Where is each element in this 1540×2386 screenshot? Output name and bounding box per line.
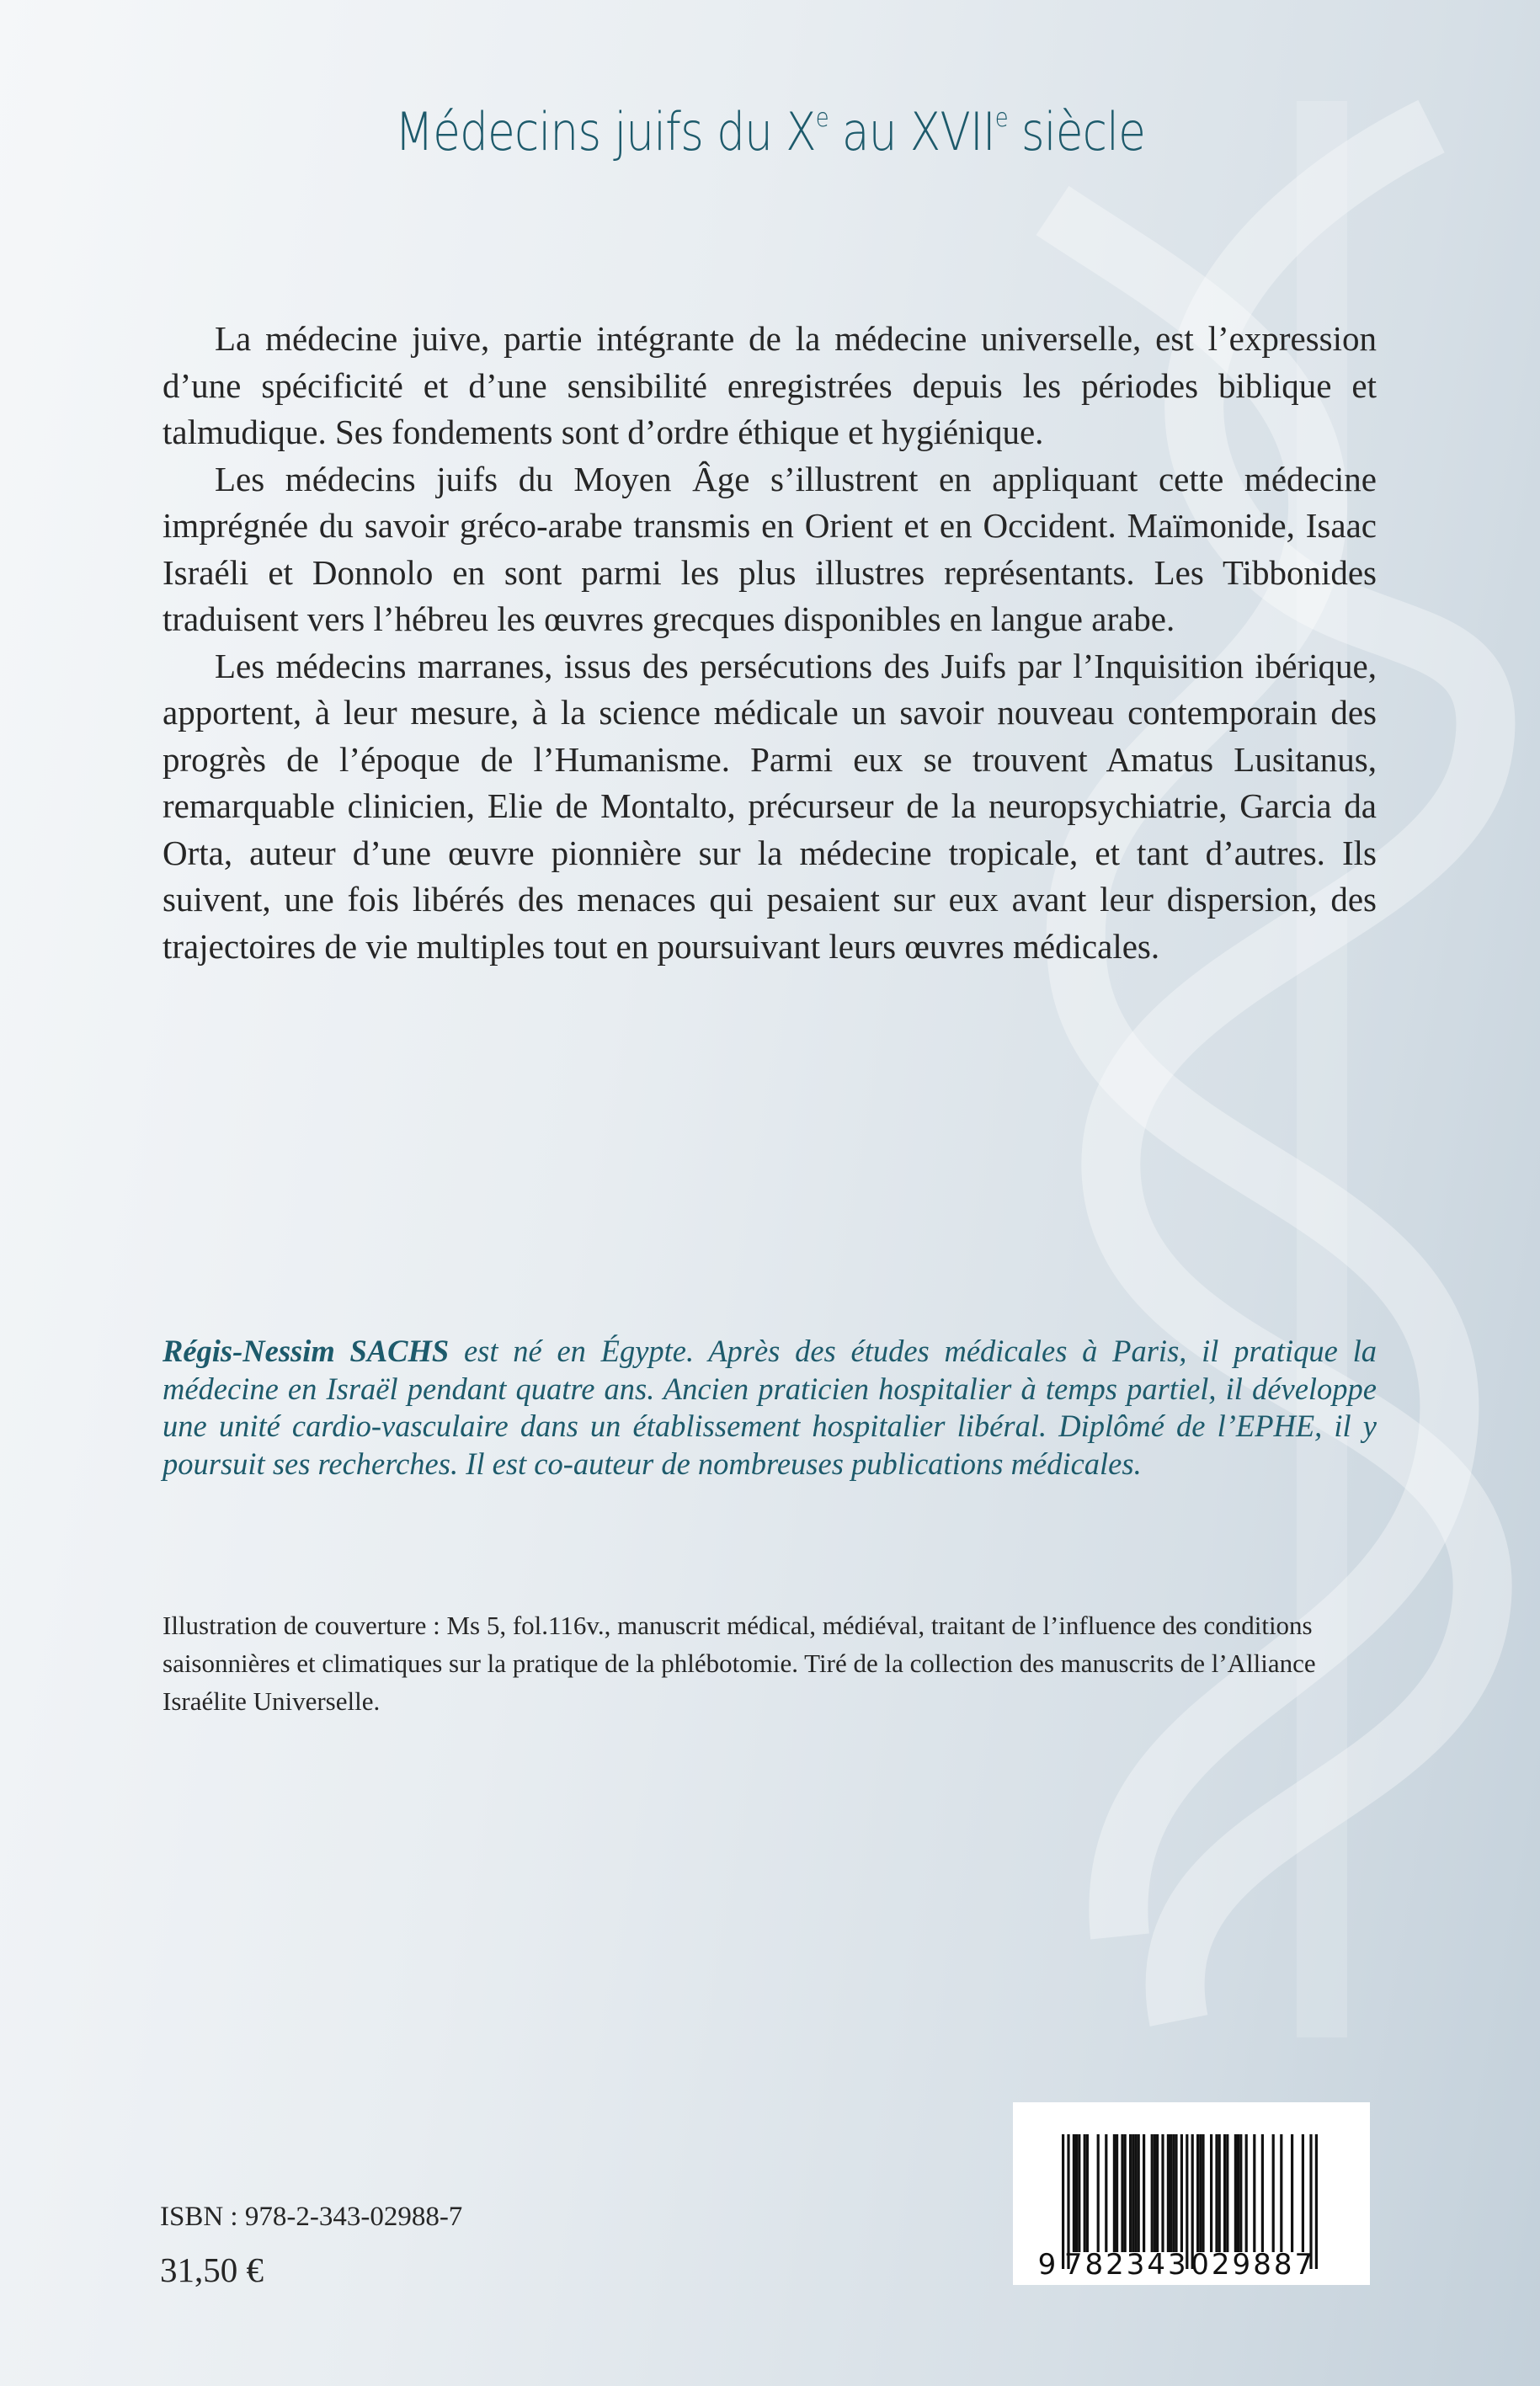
barcode-bar — [1291, 2134, 1293, 2252]
barcode-bar — [1154, 2134, 1156, 2252]
barcode-bar — [1223, 2134, 1226, 2252]
barcode-bar — [1143, 2134, 1145, 2252]
barcode-bar — [1156, 2134, 1159, 2252]
barcode-bar — [1315, 2134, 1318, 2269]
barcode-bar — [1196, 2134, 1199, 2252]
barcode-bar — [1199, 2134, 1202, 2252]
barcode-bar — [1129, 2134, 1132, 2252]
barcode-digits-left: 782343 — [1063, 2248, 1189, 2282]
barcode-bar — [1084, 2134, 1086, 2252]
blurb-paragraph: La médecine juive, partie intégrante de la médecine universelle, est l’expression d’une spécificité et d’une sensibilité enregistrées depuis les périodes biblique et talmudique. Ses fondements sont d’ordre éthique et hygiénique. — [163, 319, 1377, 451]
isbn: ISBN : 978-2-343-02988-7 — [160, 2202, 463, 2232]
barcode-bar — [1151, 2134, 1154, 2252]
barcode-bar — [1302, 2134, 1304, 2252]
barcode-bar — [1226, 2134, 1228, 2252]
barcode-bar — [1261, 2134, 1264, 2252]
barcode-bar — [1239, 2134, 1242, 2252]
barcode-bar — [1245, 2134, 1248, 2252]
barcode-bar — [1210, 2134, 1212, 2252]
barcode-bar — [1167, 2134, 1170, 2252]
book-title: Médecins juifs du Xe au XVIIe siècle — [394, 101, 1146, 162]
barcode-bar — [1124, 2134, 1127, 2252]
cover-illustration-credit: Illustration de couverture : Ms 5, fol.116v., manuscrit médical, médiéval, traitant de l’influence des conditions saisonnières et climatiques sur la pratique de la phlébotomie. Tiré de la collection des manuscrits de l’Alliance Israélite Universelle. — [163, 1611, 1316, 1716]
barcode-bar — [1280, 2134, 1282, 2252]
barcode-bar — [1175, 2134, 1177, 2252]
blurb-paragraph: Les médecins marranes, issus des persécutions des Juifs par l’Inquisition ibérique, apportent, à leur mesure, à la science médicale un savoir nouveau contemporain des progrès de l’époque de l’Humanisme. Parmi eux se trouvent Amatus Lusitanus, remarquable clinicien, Elie de Montalto, précurseur de la neuropsychiatrie, Garcia da Orta, auteur d’une œuvre pionnière sur la médecine tropicale, et tant d’autres. Ils suivent, une fois libérés des menaces qui pesaient sur eux avant leur dispersion, des trajectoires de vie multiples tout en poursuivant leurs œuvres médicales. — [163, 646, 1377, 966]
barcode-bar — [1218, 2134, 1221, 2252]
barcode-bar — [1172, 2134, 1175, 2252]
barcode-bar — [1116, 2134, 1118, 2252]
barcode — [1013, 2102, 1370, 2285]
barcode-bar — [1113, 2134, 1116, 2252]
barcode-bar — [1215, 2134, 1218, 2252]
author-bio: Régis-Nessim SACHS est né en Égypte. Après des études médicales à Paris, il pratique la médecine en Israël pendant quatre ans. Ancien praticien hospitalier à temps partiel, il développe une unité cardio-vasculaire dans un établissement hospitalier libéral. Diplômé de l’EPHE, il y poursuit ses recherches. Il est co-auteur de nombreuses publications médicales. — [163, 1334, 1377, 1481]
barcode-bar — [1075, 2134, 1078, 2252]
barcode-bar — [1202, 2134, 1204, 2252]
barcode-bar — [1161, 2134, 1164, 2252]
barcode-bar — [1105, 2134, 1107, 2252]
barcode-bar — [1097, 2134, 1100, 2252]
blurb — [163, 316, 1377, 970]
barcode-bar — [1272, 2134, 1275, 2252]
barcode-digits-right: 029887 — [1191, 2248, 1316, 2282]
barcode-bar — [1253, 2134, 1255, 2252]
blurb-paragraph: Les médecins juifs du Moyen Âge s’illustrent en appliquant cette médecine imprégnée du savoir gréco-arabe transmis en Orient et en Occident. Maïmonide, Isaac Israéli et Donnolo en sont parmi les plus illustres représentants. Les Tibbonides traduisent vers l’hébreu les œuvres grecques disponibles en langue arabe. — [163, 459, 1377, 638]
barcode-bar — [1180, 2134, 1183, 2252]
barcode-bar — [1170, 2134, 1172, 2252]
barcode-bar — [1134, 2134, 1137, 2252]
author-name: Régis-Nessim SACHS — [163, 1334, 450, 1368]
barcode-bar — [1138, 2134, 1140, 2252]
barcode-bar — [1073, 2134, 1075, 2252]
barcode-bar — [1237, 2134, 1239, 2252]
barcode-bar — [1234, 2134, 1237, 2252]
price: 31,50 € — [160, 2250, 264, 2289]
barcode-digit-first: 9 — [1037, 2248, 1059, 2282]
barcode-bar — [1132, 2134, 1134, 2252]
barcode-bar — [1121, 2134, 1123, 2252]
barcode-bar — [1078, 2134, 1080, 2252]
barcode-bar — [1086, 2134, 1089, 2252]
